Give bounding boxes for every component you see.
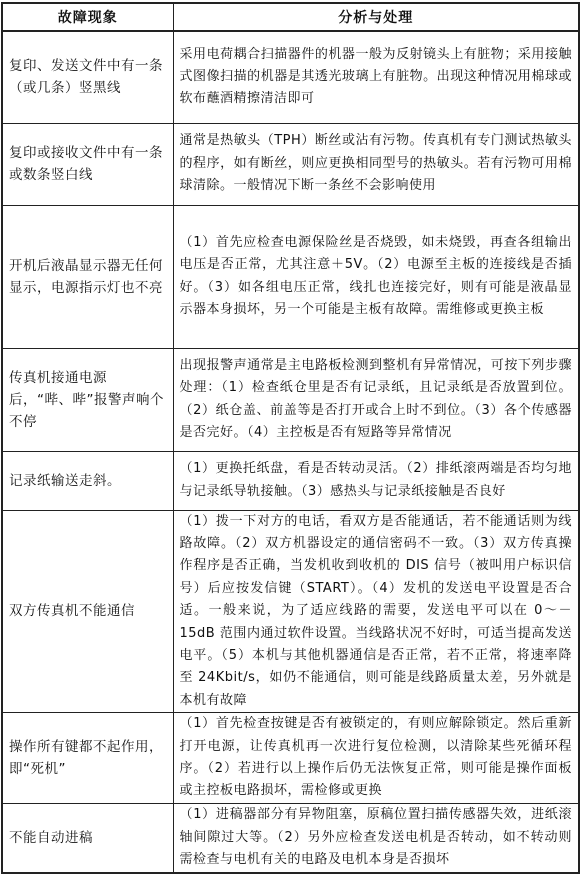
table-row bbox=[2, 713, 579, 804]
table-row bbox=[2, 123, 579, 205]
symptom-cell: 复印、发送文件中有一条（或几条）竖黑线 bbox=[2, 31, 173, 123]
table-row bbox=[2, 31, 579, 123]
troubleshooting-table bbox=[1, 2, 580, 874]
table-header-row bbox=[2, 3, 579, 31]
symptom-cell: 双方传真机不能通信 bbox=[2, 510, 173, 713]
analysis-cell: （1）更换托纸盘，看是否转动灵活。（2）排纸滚两端是否均匀地与记录纸导轨接触。（3）感热头与记录纸接触是否良好 bbox=[173, 451, 579, 510]
table-row bbox=[2, 803, 579, 873]
analysis-cell: （1）进稿器部分有异物阻塞，原稿位置扫描传感器失效，进纸滚轴间隙过大等。（2）另外应检查发送电机是否转动，如不转动则需检查与电机有关的电路及电机本身是否损坏 bbox=[173, 803, 579, 873]
table-row bbox=[2, 451, 579, 510]
symptom-cell: 复印或接收文件中有一条或数条竖白线 bbox=[2, 123, 173, 205]
analysis-cell: 采用电荷耦合扫描器件的机器一般为反射镜头上有脏物；采用接触式图像扫描的机器是其透光玻璃上有脏物。出现这种情况用棉球或软布蘸酒精擦清洁即可 bbox=[173, 31, 579, 123]
symptom-cell: 不能自动进稿 bbox=[2, 803, 173, 873]
symptom-cell: 操作所有键都不起作用，即“死机” bbox=[2, 713, 173, 804]
table-row bbox=[2, 205, 579, 348]
analysis-cell: 出现报警声通常是主电路板检测到整机有异常情况，可按下列步骤处理：（1）检查纸仓里是否有记录纸，且记录纸是否放置到位。（2）纸仓盖、前盖等是否打开或合上时不到位。（3）各个传感器是否完好。（4）主控板是否有短路等异常情况 bbox=[173, 348, 579, 451]
analysis-cell: （1）首先应检查电源保险丝是否烧毁，如未烧毁，再查各组输出电压是否正常，尤其注意＋5V。（2）电源至主板的连接线是否插好。（3）如各组电压正常，线扎也连接完好，则有可能是液晶显示器本身损坏，另一个可能是主板有故障。需维修或更换主板 bbox=[173, 205, 579, 348]
analysis-cell: 通常是热敏头（TPH）断丝或沾有污物。传真机有专门测试热敏头的程序，如有断丝，则应更换相同型号的热敏头。若有污物可用棉球清除。一般情况下断一条丝不会影响使用 bbox=[173, 123, 579, 205]
header-analysis: 分析与处理 bbox=[173, 3, 579, 31]
table-row bbox=[2, 348, 579, 451]
symptom-cell: 记录纸输送走斜。 bbox=[2, 451, 173, 510]
symptom-cell: 开机后液晶显示器无任何显示，电源指示灯也不亮 bbox=[2, 205, 173, 348]
symptom-cell: 传真机接通电源后，“哔、哔”报警声响个不停 bbox=[2, 348, 173, 451]
analysis-cell: （1）首先检查按键是否有被锁定的，有则应解除锁定。然后重新打开电源，让传真机再一次进行复位检测，以清除某些死循环程序。（2）若进行以上操作后仍无法恢复正常，则可能是操作面板或主控板电路损坏，需检修或更换 bbox=[173, 713, 579, 804]
table-row bbox=[2, 510, 579, 713]
analysis-cell: （1）拨一下对方的电话，看双方是否能通话，若不能通话则为线路故障。（2）双方机器设定的通信密码不一致。（3）双方传真操作程序是否正确，当发机收到收机的 DIS 信号（被叫用户标识信号）后应按发信键（START）。（4）发机的发送电平设置是否合适。一般来说，为了适应线路的需要，发送电平可以在 0～－15dB 范围内通过软件设置。当线路状况不好时，可适当提高发送电平。（5）本机与其他机器通信是否正常，若不正常，将速率降至 24Kbit/s，如仍不能通信，则可能是线路质量太差，另外就是本机有故障 bbox=[173, 510, 579, 713]
header-symptom: 故障现象 bbox=[2, 3, 173, 31]
